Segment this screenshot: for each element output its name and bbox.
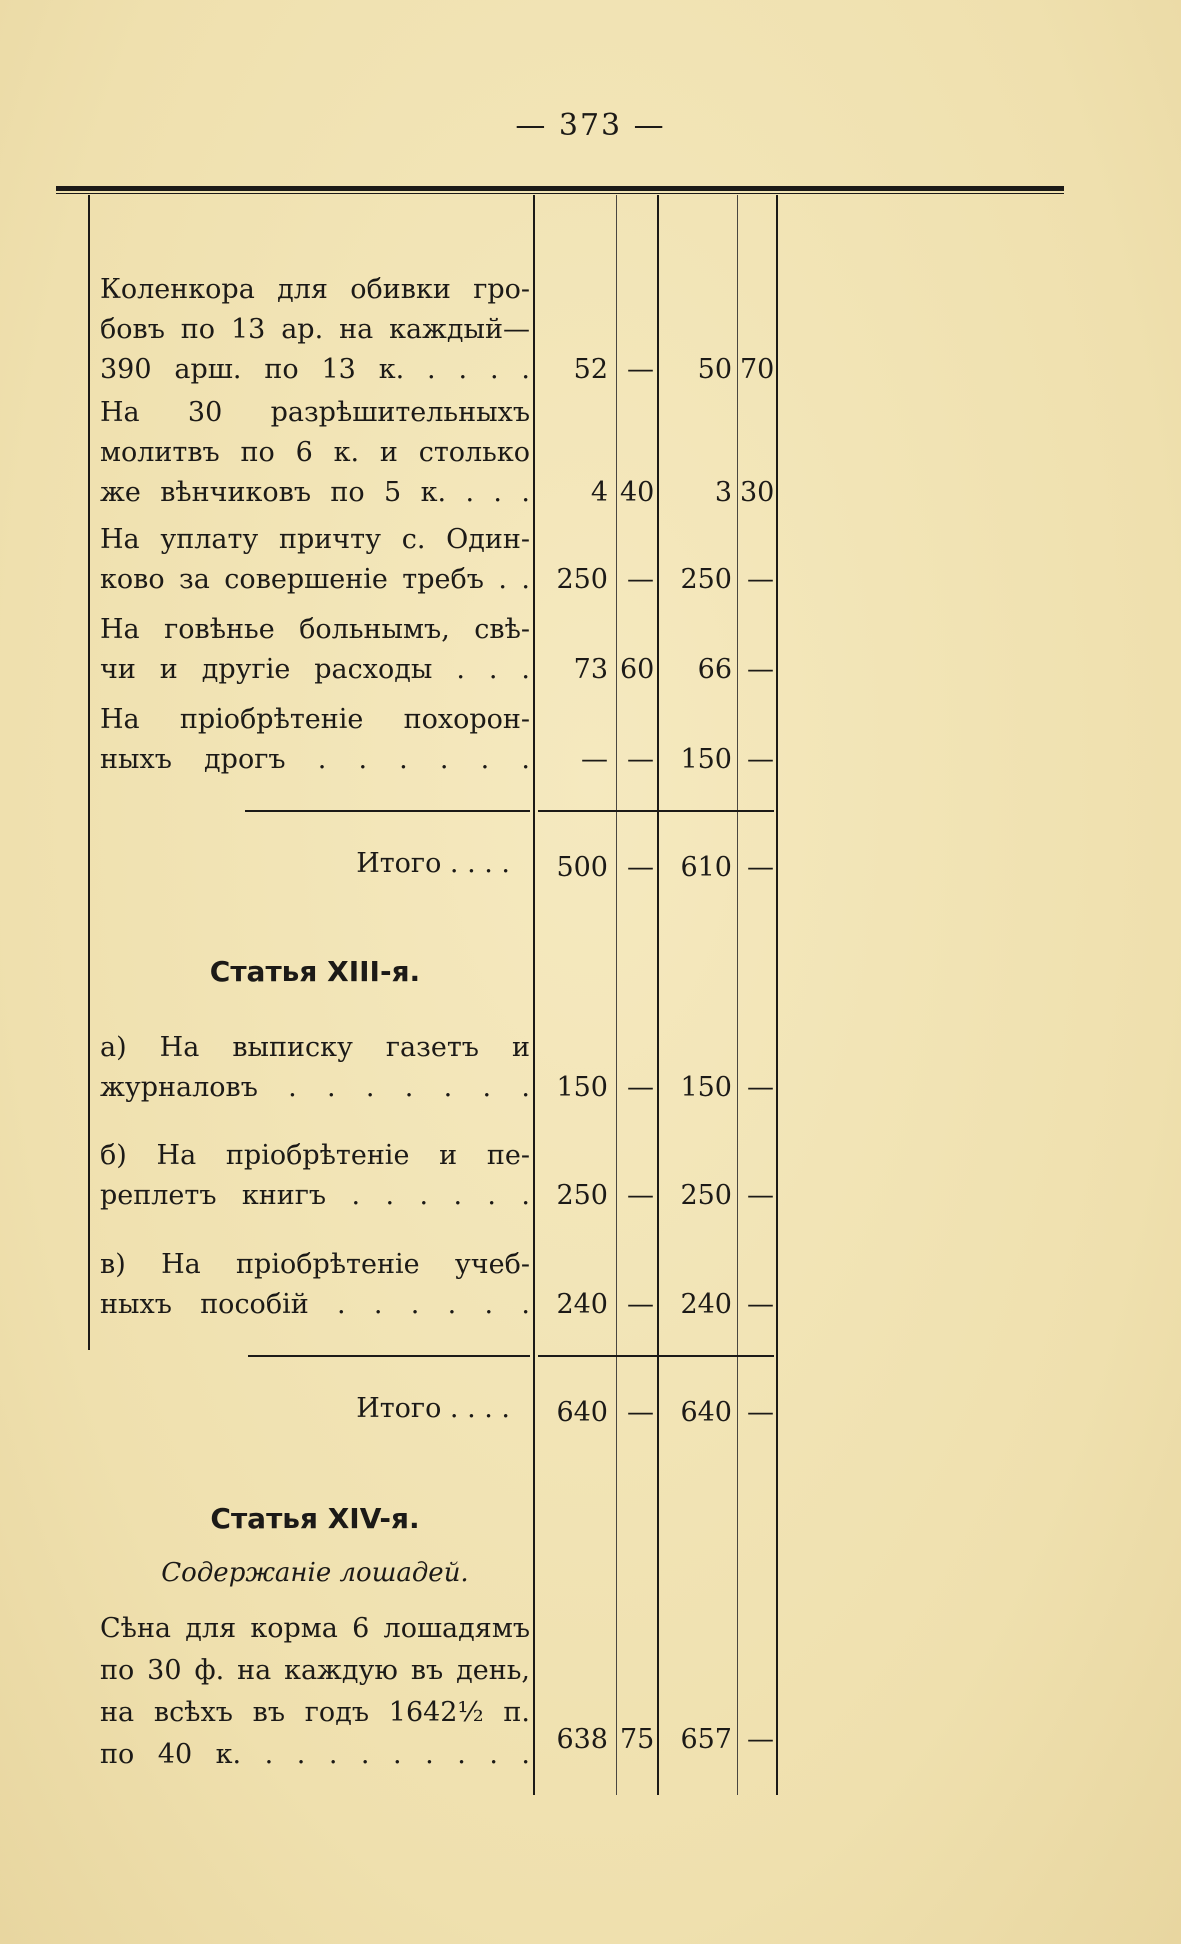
- rubles-2: 250: [680, 564, 732, 595]
- table-row: [100, 1608, 530, 1776]
- table-row: [100, 393, 530, 513]
- row-text: ныхъ дрогъ . . . . . .: [100, 744, 530, 775]
- col-rule-1: [533, 195, 535, 1795]
- kopecks-1: —: [627, 354, 654, 385]
- rubles-2: 150: [680, 1072, 732, 1103]
- kopecks-1: —: [627, 564, 654, 595]
- article-heading: Статья XIII-я.: [209, 955, 421, 988]
- left-rule: [88, 195, 90, 1350]
- col-rule-2: [616, 195, 617, 1795]
- kopecks-2: —: [747, 1072, 774, 1103]
- total-kopecks-1: —: [627, 852, 654, 883]
- table-row: [100, 610, 530, 690]
- kopecks-2: —: [747, 1724, 774, 1755]
- rubles-2: 240: [680, 1289, 732, 1320]
- row-text: На уплату причту с. Один-: [100, 524, 530, 555]
- rubles-2: 66: [697, 654, 732, 685]
- sum-rule: [245, 810, 530, 812]
- kopecks-2: —: [747, 744, 774, 775]
- kopecks-2: —: [747, 654, 774, 685]
- kopecks-1: 60: [620, 654, 655, 685]
- rubles-1: —: [581, 744, 608, 775]
- kopecks-1: 75: [620, 1724, 655, 1755]
- rubles-1: 250: [556, 564, 608, 595]
- total-label: Итого . . . .: [356, 1393, 510, 1424]
- sum-rule: [538, 1355, 774, 1357]
- row-text: же вѣнчиковъ по 5 к. . . .: [100, 477, 530, 508]
- rubles-2: 50: [697, 354, 732, 385]
- rubles-1: 150: [556, 1072, 608, 1103]
- row-text: по 30 ф. на каждую въ день,: [100, 1655, 530, 1686]
- total-label: Итого . . . .: [356, 848, 510, 879]
- rubles-2: 657: [680, 1724, 732, 1755]
- kopecks-2: —: [747, 564, 774, 595]
- row-text: На говѣнье больнымъ, свѣ-: [100, 614, 530, 645]
- rubles-1: 4: [590, 477, 608, 508]
- kopecks-1: —: [627, 1289, 654, 1320]
- row-text: Коленкора для обивки гро-: [100, 274, 530, 305]
- total-rubles-1: 500: [556, 852, 608, 883]
- row-text: На 30 разрѣшительныхъ: [100, 397, 530, 428]
- article-heading: Статья XIV-я.: [210, 1502, 420, 1535]
- sum-rule: [248, 1355, 530, 1357]
- rubles-2: 250: [680, 1180, 732, 1211]
- col-rule-3: [657, 195, 659, 1795]
- page-number: — 373 —: [515, 108, 666, 143]
- article-subheading: Содержаніе лошадей.: [161, 1558, 469, 1588]
- row-text: по 40 к. . . . . . . . . .: [100, 1739, 530, 1770]
- row-text: журналовъ . . . . . . .: [100, 1072, 530, 1103]
- table-row: [100, 270, 530, 390]
- kopecks-2: 30: [740, 477, 775, 508]
- row-text: на всѣхъ въ годъ 1642½ п.: [100, 1697, 530, 1728]
- total-kopecks-2: —: [747, 852, 774, 883]
- kopecks-2: —: [747, 1289, 774, 1320]
- rubles-1: 638: [556, 1724, 608, 1755]
- row-text: ково за совершеніе требъ . .: [100, 564, 530, 595]
- row-text: 390 арш. по 13 к. . . . .: [100, 354, 530, 385]
- total-rubles-2: 610: [680, 852, 732, 883]
- total-kopecks-1: —: [627, 1397, 654, 1428]
- rubles-2: 150: [680, 744, 732, 775]
- rubles-2: 3: [714, 477, 732, 508]
- row-text: реплетъ книгъ . . . . . .: [100, 1180, 530, 1211]
- table-row: [100, 700, 530, 780]
- sum-rule: [538, 810, 774, 812]
- kopecks-2: 70: [740, 354, 775, 385]
- rubles-1: 52: [573, 354, 608, 385]
- kopecks-1: —: [627, 1072, 654, 1103]
- rubles-1: 73: [573, 654, 608, 685]
- rubles-1: 240: [556, 1289, 608, 1320]
- table-row: [100, 520, 530, 600]
- top-rule: [56, 186, 1064, 191]
- row-text: бовъ по 13 ар. на каждый—: [100, 314, 530, 345]
- top-rule-thin: [56, 193, 1064, 194]
- row-text: На пріобрѣтеніе похорон-: [100, 704, 530, 735]
- row-text: а) На выписку газетъ и: [100, 1032, 530, 1063]
- total-rubles-1: 640: [556, 1397, 608, 1428]
- total-rubles-2: 640: [680, 1397, 732, 1428]
- table-row: [100, 1028, 530, 1108]
- table-row: [100, 1136, 530, 1216]
- row-text: чи и другіе расходы . . .: [100, 654, 530, 685]
- row-text: ныхъ пособій . . . . . .: [100, 1289, 530, 1320]
- table-row: [100, 1245, 530, 1325]
- kopecks-1: 40: [620, 477, 655, 508]
- row-text: в) На пріобрѣтеніе учеб-: [100, 1249, 530, 1280]
- col-rule-4: [737, 195, 738, 1795]
- rubles-1: 250: [556, 1180, 608, 1211]
- row-text: молитвъ по 6 к. и столько: [100, 437, 530, 468]
- row-text: б) На пріобрѣтеніе и пе-: [100, 1140, 530, 1171]
- kopecks-1: —: [627, 744, 654, 775]
- col-rule-5: [776, 195, 778, 1795]
- total-kopecks-2: —: [747, 1397, 774, 1428]
- kopecks-2: —: [747, 1180, 774, 1211]
- kopecks-1: —: [627, 1180, 654, 1211]
- row-text: Сѣна для корма 6 лошадямъ: [100, 1613, 530, 1644]
